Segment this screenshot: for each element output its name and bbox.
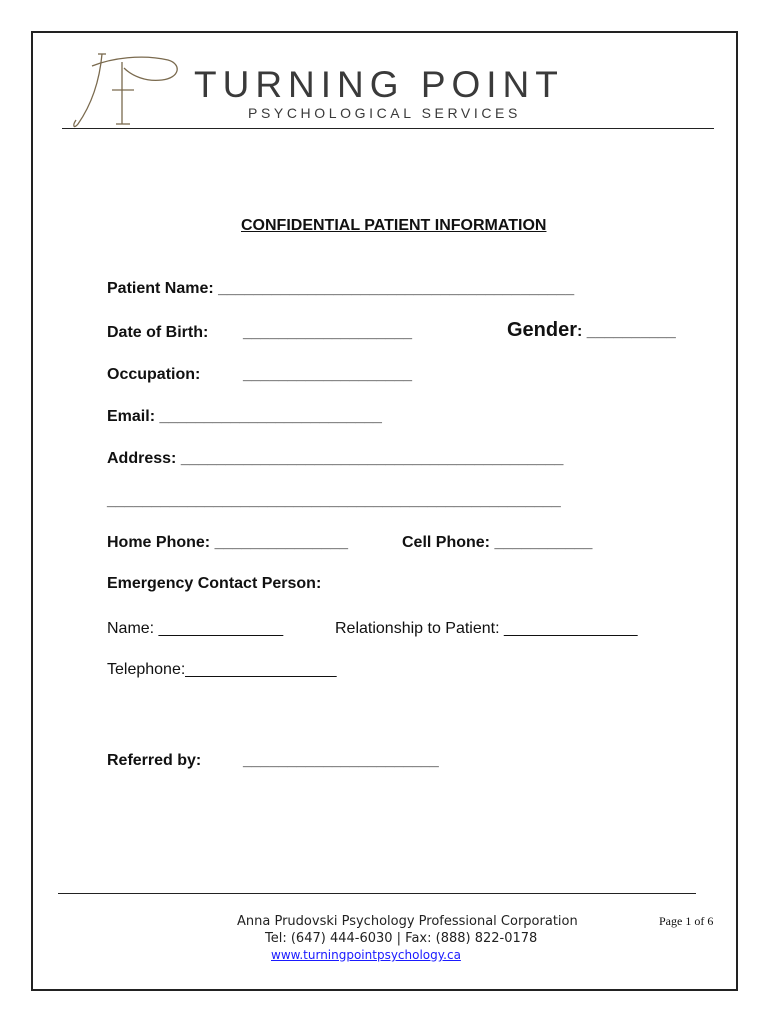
- cell-phone-row[interactable]: [402, 533, 592, 553]
- footer-divider: [58, 893, 696, 894]
- address-row[interactable]: [107, 449, 563, 469]
- ec-relationship-label: Relationship to Patient:: [335, 620, 500, 637]
- ec-name-row[interactable]: [107, 619, 283, 639]
- footer-website-row[interactable]: [271, 947, 461, 964]
- brand-tagline: PSYCHOLOGICAL SERVICES: [248, 105, 521, 121]
- ec-relationship-field[interactable]: _______________: [504, 620, 638, 637]
- address-line2-field[interactable]: ___________________________________________________: [107, 492, 561, 509]
- footer-contact: Tel: (647) 444-6030 | Fax: (888) 822-0178: [265, 931, 538, 946]
- referred-by-label: Referred by:: [107, 752, 202, 769]
- ec-telephone-row[interactable]: [107, 660, 337, 680]
- cell-phone-label: Cell Phone:: [402, 534, 491, 551]
- page-frame: [31, 31, 738, 991]
- patient-name-label: Patient Name:: [107, 280, 214, 297]
- patient-name-row[interactable]: [107, 279, 574, 299]
- header-divider: [62, 128, 714, 129]
- email-row[interactable]: [107, 407, 382, 427]
- page-number: Page 1 of 6: [659, 914, 714, 928]
- email-field[interactable]: _________________________: [159, 408, 382, 425]
- ec-telephone-label: Telephone:: [107, 661, 186, 678]
- cell-phone-field[interactable]: ___________: [494, 534, 593, 551]
- home-phone-field[interactable]: _______________: [214, 534, 349, 551]
- home-phone-row[interactable]: [107, 533, 348, 553]
- ec-relationship-row[interactable]: [335, 619, 637, 639]
- date-of-birth-label: Date of Birth:: [107, 324, 209, 341]
- footer-corporation: Anna Prudovski Psychology Professional Corporation: [237, 914, 578, 929]
- gender-label: Gender: [507, 319, 578, 341]
- emergency-contact-heading: Emergency Contact Person:: [107, 575, 322, 592]
- home-phone-label: Home Phone:: [107, 534, 211, 551]
- address-label: Address:: [107, 450, 177, 467]
- date-of-birth-row: [107, 323, 208, 343]
- gender-row[interactable]: [507, 320, 676, 342]
- gender-field[interactable]: __________: [582, 323, 676, 340]
- gender-colon: :: [577, 323, 583, 340]
- turning-point-logo-icon: [72, 46, 184, 130]
- brand-name: TURNING POINT: [194, 64, 564, 105]
- website-link[interactable]: www.turningpointpsychology.ca: [271, 948, 461, 962]
- occupation-field[interactable]: ___________________: [243, 366, 413, 383]
- ec-telephone-field[interactable]: _________________: [185, 661, 337, 678]
- occupation-label: Occupation:: [107, 366, 201, 383]
- ec-name-field[interactable]: ______________: [158, 620, 284, 637]
- address-field[interactable]: ___________________________________________: [180, 450, 564, 467]
- date-of-birth-field[interactable]: ___________________: [243, 324, 413, 341]
- patient-name-field[interactable]: ________________________________________: [218, 280, 575, 297]
- form-title: CONFIDENTIAL PATIENT INFORMATION: [241, 217, 547, 234]
- referred-by-field[interactable]: ______________________: [243, 752, 439, 769]
- ec-name-label: Name:: [107, 620, 155, 637]
- email-label: Email:: [107, 408, 156, 425]
